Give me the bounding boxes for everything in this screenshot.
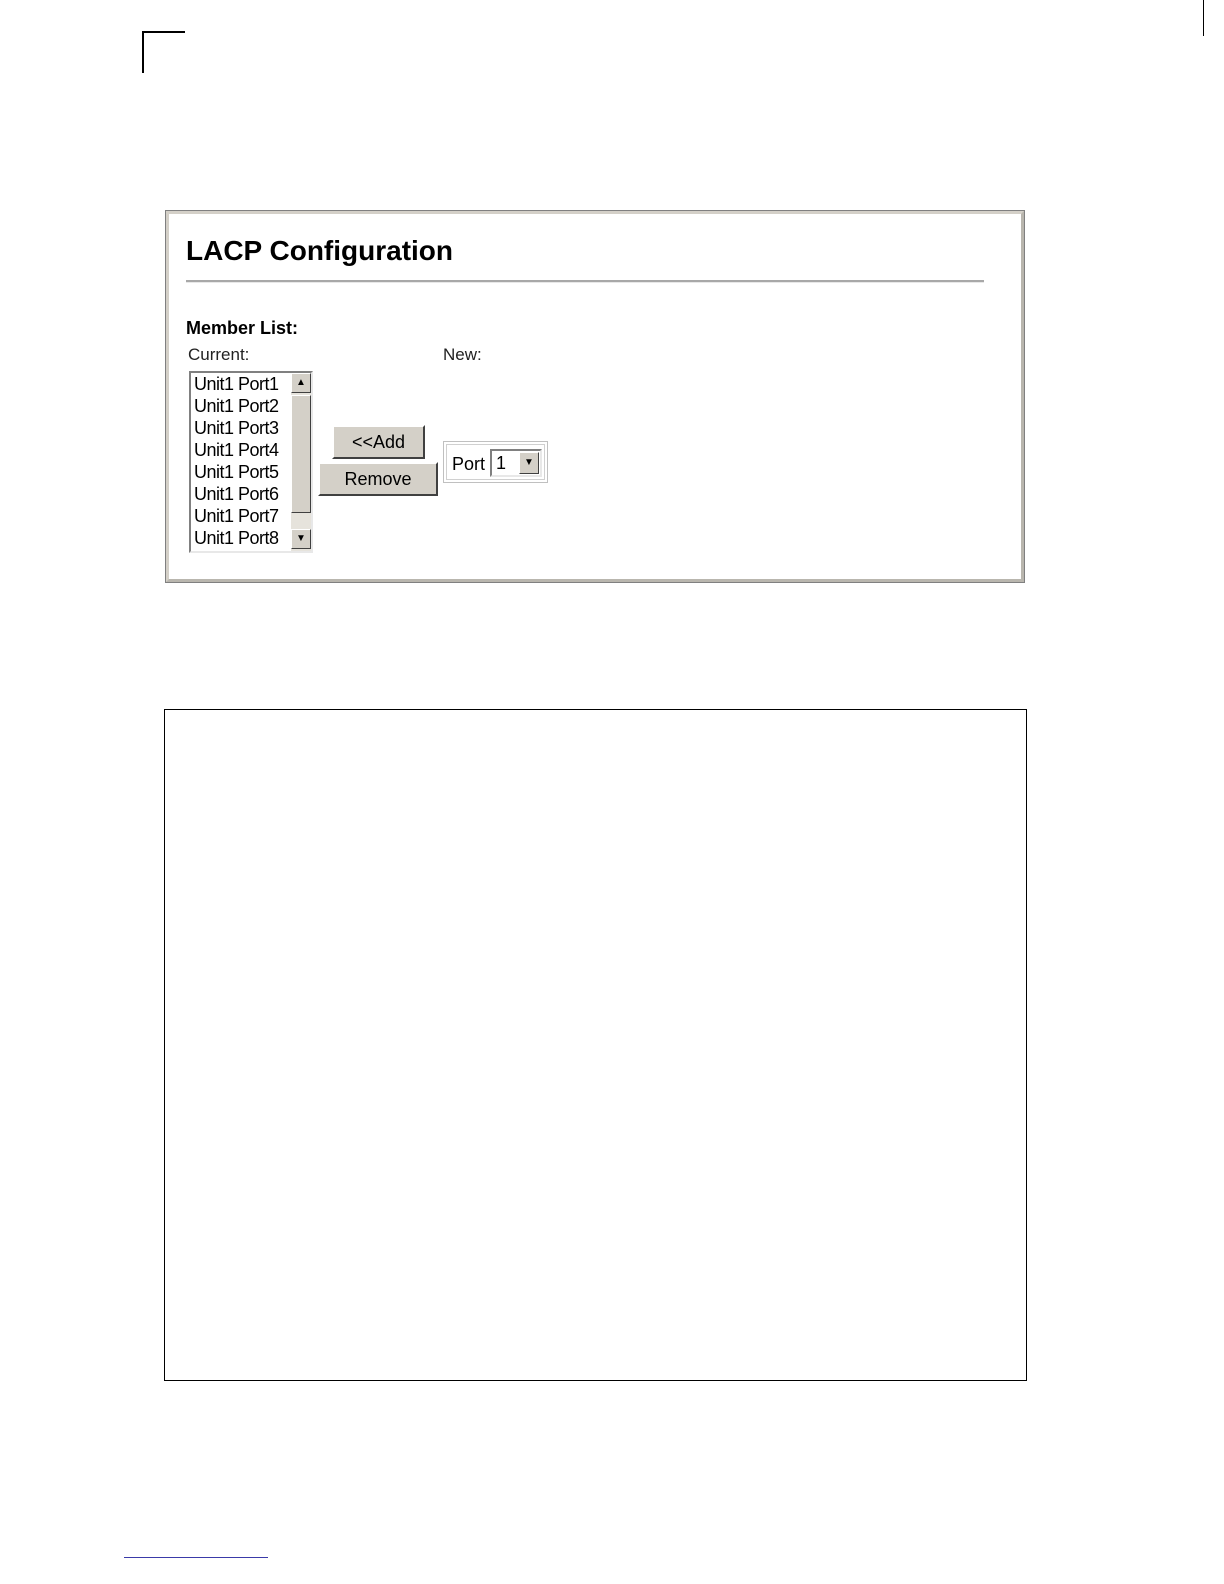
list-item[interactable]: Unit1 Port1 [194,374,279,394]
footer-rule [124,1557,268,1558]
add-button[interactable]: <<Add [332,425,425,459]
list-item[interactable]: Unit1 Port8 [194,528,279,548]
scrollbar-thumb[interactable] [291,395,311,513]
port-select[interactable] [490,449,542,477]
crop-mark-horizontal [142,31,185,33]
current-member-items [194,373,279,549]
page-title: LACP Configuration [186,235,454,266]
current-member-listbox[interactable] [189,371,313,553]
scroll-up-arrow-icon[interactable]: ▲ [291,373,311,393]
empty-figure-frame [164,709,1027,1381]
remove-button[interactable]: Remove [318,462,438,496]
list-item[interactable]: Unit1 Port3 [194,418,279,438]
member-list-label: Member List: [186,318,299,338]
list-item[interactable]: Unit1 Port6 [194,484,279,504]
page-edge-rule [1203,0,1204,36]
scroll-down-arrow-icon[interactable]: ▼ [291,529,311,549]
new-label: New: [443,345,482,364]
list-item[interactable]: Unit1 Port5 [194,462,279,482]
port-selector-frame [446,444,545,480]
title-divider [186,280,984,283]
new-port-selector [443,441,548,483]
chevron-down-icon[interactable]: ▼ [519,452,539,474]
list-item[interactable]: Unit1 Port2 [194,396,279,416]
list-item[interactable]: Unit1 Port4 [194,440,279,460]
lacp-configuration-panel [166,211,1024,582]
port-label: Port [452,454,486,474]
listbox-scrollbar[interactable] [291,373,311,551]
crop-mark-vertical [142,31,144,73]
list-item[interactable]: Unit1 Port7 [194,506,279,526]
current-label: Current: [188,345,250,364]
port-select-value: 1 [496,453,507,473]
